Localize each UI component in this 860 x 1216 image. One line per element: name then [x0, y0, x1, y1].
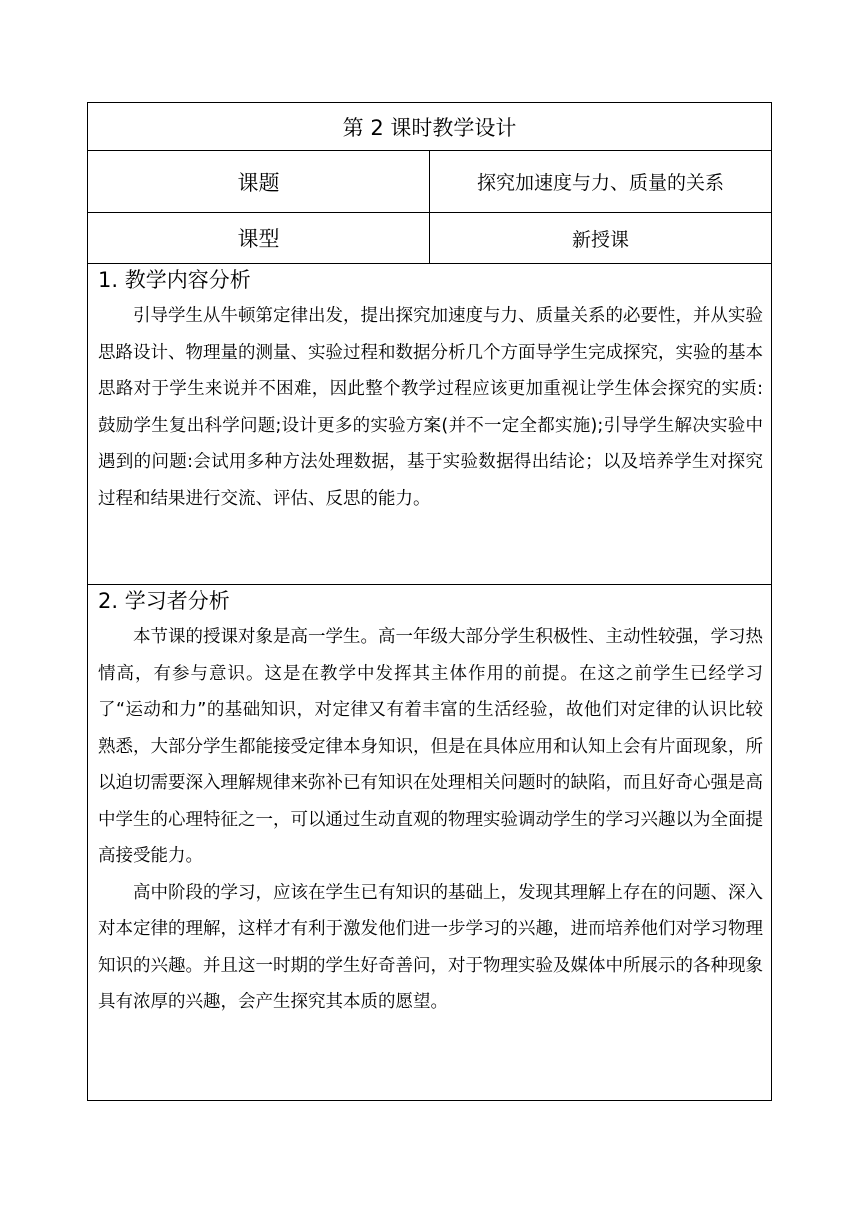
- lesson-type-value: 新授课: [430, 213, 772, 264]
- content-analysis-row: [88, 264, 772, 585]
- lesson-type-row: [88, 213, 772, 264]
- topic-value: 探究加速度与力、质量的关系: [430, 151, 772, 213]
- content-analysis-heading: 1. 教学内容分析: [98, 268, 251, 292]
- learner-analysis-row: [88, 585, 772, 1101]
- learner-analysis-section: [88, 585, 772, 1101]
- learner-analysis-paragraph-2: 高中阶段的学习，应该在学生已有知识的基础上，发现其理解上存在的问题、深入对本定律的理解，这样才有利于激发他们进一步学习的兴趣，进而培养他们对学习物理知识的兴趣。并且这一时期的学生好奇善问，对于物理实验及媒体中所展示的各种现象具有浓厚的兴趣，会产生探究其本质的愿望。: [98, 882, 763, 1012]
- lesson-type-label: 课型: [88, 213, 430, 264]
- topic-label: 课题: [88, 151, 430, 213]
- content-analysis-paragraph: 引导学生从牛顿第定律出发，提出探究加速度与力、质量关系的必要性，并从实验思路设计、物理量的测量、实验过程和数据分析几个方面导学生完成探究，实验的基本思路对于学生来说并不困难，因此整个教学过程应该更加重视让学生体会探究的实质:鼓励学生复出科学问题;设计更多的实验方案(并不一定全都实施);引导学生解决实验中遇到的问题:会试用多种方法处理数据，基于实验数据得出结论；以及培养学生对探究过程和结果进行交流、评估、反思的能力。: [98, 306, 763, 509]
- lesson-design-table: [87, 102, 772, 1101]
- document-title: 第 2 课时教学设计: [88, 103, 772, 151]
- title-row: [88, 103, 772, 151]
- content-analysis-section: [88, 264, 772, 585]
- topic-row: [88, 151, 772, 213]
- learner-analysis-paragraph-1: 本节课的授课对象是高一学生。高一年级大部分学生积极性、主动性较强，学习热情高，有参与意识。这是在教学中发挥其主体作用的前提。在这之前学生已经学习了“运动和力”的基础知识，对定律又有着丰富的生活经验，故他们对定律的认识比较熟悉，大部分学生都能接受定律本身知识，但是在具体应用和认知上会有片面现象，所以迫切需要深入理解规律来弥补已有知识在处理相关问题时的缺陷，而且好奇心强是高中学生的心理特征之一，可以通过生动直观的物理实验调动学生的学习兴趣以为全面提高接受能力。: [98, 627, 763, 866]
- learner-analysis-heading: 2. 学习者分析: [98, 589, 230, 613]
